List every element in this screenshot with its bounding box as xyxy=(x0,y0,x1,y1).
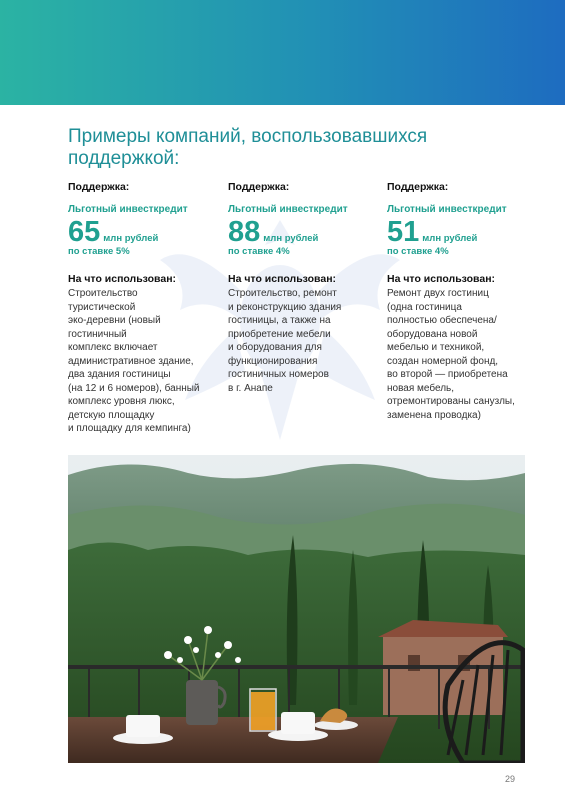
credit-type: Льготный инвесткредит xyxy=(68,204,188,215)
amount-value: 65 xyxy=(68,216,101,248)
company-card xyxy=(68,181,218,436)
rate: по ставке 4% xyxy=(387,246,449,257)
support-label: Поддержка: xyxy=(228,181,290,193)
used-label: На что использован: xyxy=(387,273,496,285)
company-card xyxy=(228,181,378,395)
rate: по ставке 5% xyxy=(68,246,130,257)
support-label: Поддержка: xyxy=(68,181,130,193)
amount-row xyxy=(387,216,537,246)
used-text: Ремонт двух гостиниц (одна гостиница полностью обеспечена/ оборудована новой мебелью и техникой, создан номерной фонд, во второй — приобретена новая мебель, отремонтированы санузлы, заменена проводка) xyxy=(387,288,515,421)
used-text: Строительство, ремонт и реконструкцию здания гостиницы, а также на приобретение мебели и оборудования для функционирования гостиничных номеров в г. Анапе xyxy=(228,288,342,394)
used-label: На что использован: xyxy=(68,273,177,285)
amount-unit: млн рублей xyxy=(263,233,319,244)
amount-unit: млн рублей xyxy=(103,233,159,244)
terrace-photo xyxy=(68,455,525,763)
header-band xyxy=(0,0,565,105)
page-title: Примеры компаний, воспользовавшихся поддержкой: xyxy=(68,126,428,169)
credit-type: Льготный инвесткредит xyxy=(228,204,348,215)
page-number: 29 xyxy=(505,774,516,784)
used-label: На что использован: xyxy=(228,273,337,285)
amount-value: 51 xyxy=(387,216,420,248)
terrace-photo-illustration xyxy=(68,455,525,763)
amount-value: 88 xyxy=(228,216,261,248)
used-text: Строительство туристической эко-деревни (новый гостиничный комплекс включает административное здание, два здания гостиницы (на 12 и 6 номеров), банный комплекс уровня люкс, детскую площадку и площадку для кемпинга) xyxy=(68,288,200,434)
amount-row xyxy=(68,216,218,246)
amount-row xyxy=(228,216,378,246)
amount-unit: млн рублей xyxy=(422,233,478,244)
rate: по ставке 4% xyxy=(228,246,290,257)
credit-type: Льготный инвесткредит xyxy=(387,204,507,215)
support-label: Поддержка: xyxy=(387,181,449,193)
company-card xyxy=(387,181,537,422)
